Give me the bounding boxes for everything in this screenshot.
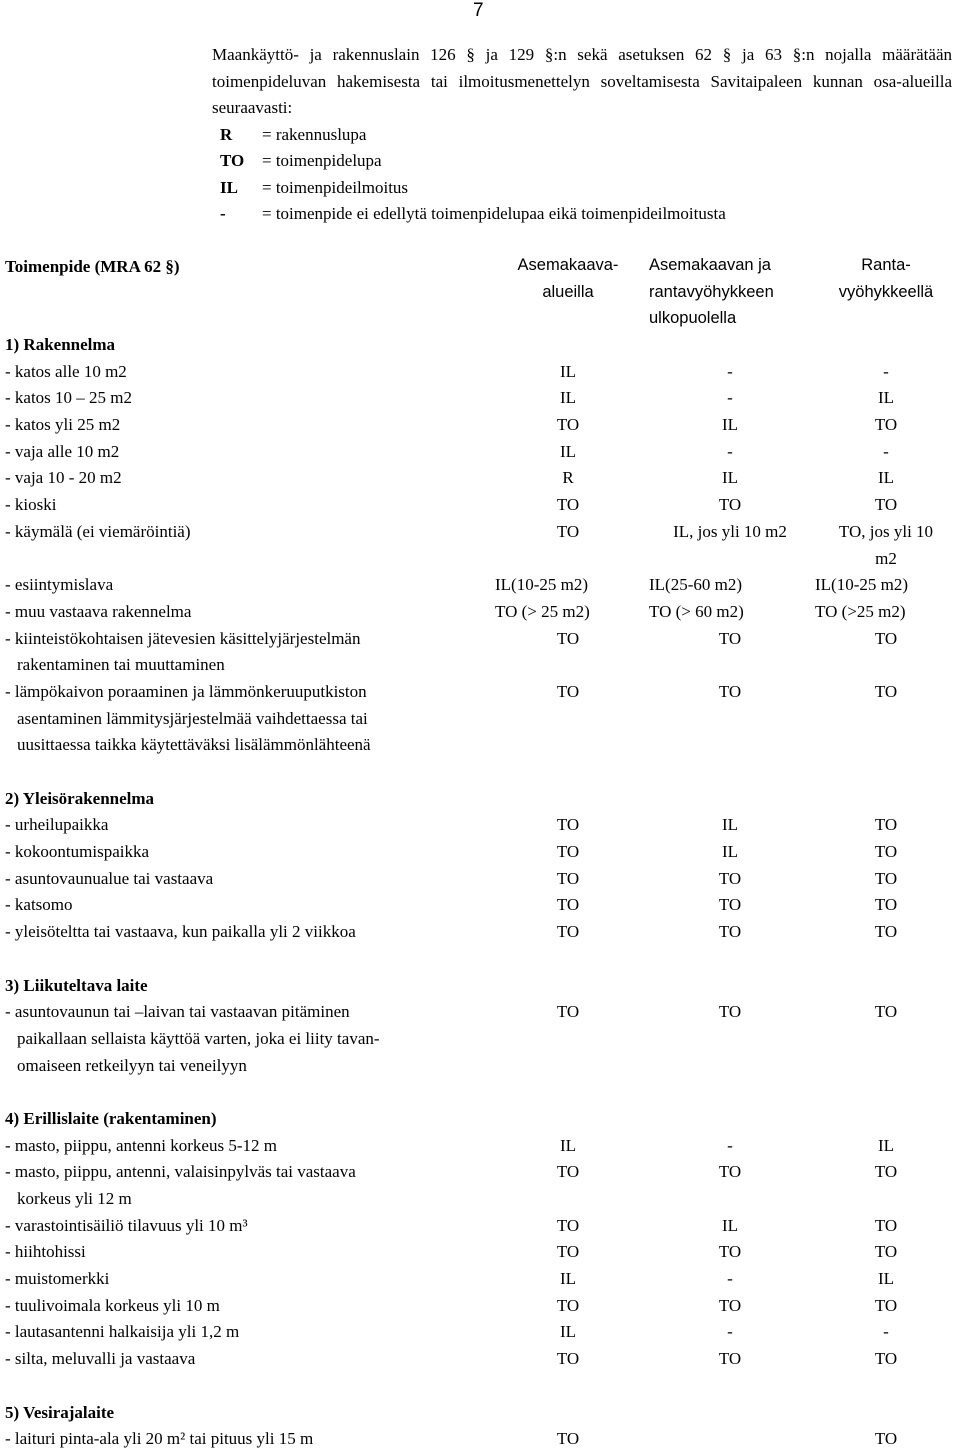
cell: TO [556, 495, 580, 515]
section-title [3, 332, 957, 359]
cell: IL [721, 842, 739, 862]
row-label: - lämpökaivon poraaminen ja lämmönkeruuputkiston [5, 681, 367, 701]
row-label: - kokoontumispaikka [5, 842, 150, 862]
table-header [3, 252, 957, 332]
section-title-text: 4) Erillislaite (rakentaminen) [5, 1108, 217, 1128]
cell: - [727, 1322, 733, 1342]
cell: IL [721, 415, 739, 435]
cell: TO [874, 1295, 898, 1315]
table-row-continuation [3, 652, 957, 679]
cell: TO [556, 1295, 580, 1315]
row-label: - varastointisäiliö tilavuus yli 10 m³ [5, 1215, 248, 1235]
cell: TO [556, 1162, 580, 1182]
table-row [3, 999, 957, 1026]
code-legend-row [212, 148, 952, 175]
row-label: - silta, meluvalli ja vastaava [5, 1349, 196, 1369]
section-title [3, 786, 957, 813]
row-label: - esiintymislava [5, 575, 114, 595]
table-row [3, 572, 957, 599]
row-label: paikallaan sellaista käyttöä varten, joka ei liity tavan- [17, 1028, 380, 1048]
cell: TO [556, 895, 580, 915]
table-row-continuation [3, 732, 957, 759]
table-row [3, 439, 957, 466]
cell: TO [556, 1242, 580, 1262]
code-meaning: = toimenpidelupa [262, 151, 382, 170]
table-row-continuation [3, 1186, 957, 1213]
spacer [3, 946, 957, 973]
row-label: korkeus yli 12 m [17, 1189, 132, 1208]
header-line: vyöhykkeellä [838, 282, 934, 301]
section-title-text: 1) Rakennelma [5, 335, 116, 354]
table-row [3, 412, 957, 439]
code: TO [220, 151, 245, 170]
spacer [3, 1373, 957, 1400]
header-line: Ranta- [861, 256, 911, 274]
section-title [3, 973, 957, 1000]
intro [212, 42, 952, 228]
cell: IL(10-25 m2) [495, 575, 589, 595]
header-col-shore [815, 252, 957, 305]
table-row [3, 1133, 957, 1160]
section-title [3, 1106, 957, 1133]
table-row [3, 1266, 957, 1293]
row-label: - katos 10 – 25 m2 [5, 388, 133, 408]
cell: TO [874, 868, 898, 888]
cell: IL [559, 361, 577, 381]
cell: TO [556, 681, 580, 701]
cell: IL, jos yli 10 m2 [673, 521, 787, 541]
row-label: - laituri pinta-ala yli 20 m² tai pituus yli 15 m [5, 1429, 314, 1449]
row-label: - asuntovaunun tai –laivan tai vastaavan pitäminen [5, 1002, 350, 1022]
cell: IL [721, 1215, 739, 1235]
code: - [220, 204, 226, 223]
code: R [220, 124, 233, 144]
cell: TO [718, 1295, 742, 1315]
cell: TO [718, 1002, 742, 1022]
table-row [3, 839, 957, 866]
code-legend-row [212, 122, 952, 149]
cell: IL [559, 388, 577, 408]
cell: IL [559, 441, 577, 461]
code-legend-row [212, 175, 952, 202]
section-title [3, 1400, 957, 1427]
cell: TO [718, 922, 742, 942]
table-row [3, 1319, 957, 1346]
spacer [3, 1079, 957, 1106]
row-label: - vaja alle 10 m2 [5, 441, 120, 461]
cell: - [883, 441, 889, 461]
permit-table [3, 252, 957, 1453]
cell: TO [718, 681, 742, 701]
code: IL [220, 177, 238, 197]
cell: TO [718, 895, 742, 915]
cell: - [727, 388, 733, 408]
cell: TO [874, 1215, 898, 1235]
row-label: - asuntovaunualue tai vastaava [5, 868, 214, 888]
cell: - [727, 1135, 733, 1155]
row-label: uusittaessa taikka käytettäväksi lisälämmönlähteenä [17, 735, 371, 755]
cell: TO (>25 m2) [815, 601, 906, 621]
page-number: 7 [473, 0, 484, 21]
table-row [3, 492, 957, 519]
table-row [3, 359, 957, 386]
cell: TO [718, 1162, 742, 1182]
cell: IL(10-25 m2) [815, 575, 909, 595]
cell: TO [556, 842, 580, 862]
cell: TO [556, 815, 580, 835]
header-line: rantavyöhykkeen [649, 282, 774, 301]
row-label: - muistomerkki [5, 1269, 110, 1289]
table-row [3, 519, 957, 546]
cell: TO [874, 1242, 898, 1262]
row-label: - muu vastaava rakennelma [5, 601, 192, 621]
cell: IL [721, 468, 739, 488]
cell: TO [718, 495, 742, 515]
cell: TO [874, 1002, 898, 1022]
cell: TO [874, 1349, 898, 1369]
row-label: - vaja 10 - 20 m2 [5, 468, 122, 488]
section-title-text: 5) Vesirajalaite [5, 1402, 115, 1422]
table-row [3, 465, 957, 492]
header-measure: Toimenpide (MRA 62 §) [5, 257, 180, 276]
table-row-continuation [3, 706, 957, 733]
row-label: - katsomo [5, 895, 73, 915]
cell: IL [877, 1269, 895, 1289]
header-line: Asemakaava- [517, 256, 619, 274]
cell: TO [874, 628, 898, 648]
cell: TO [556, 1215, 580, 1235]
section-title-text: 3) Liikuteltava laite [5, 975, 148, 995]
row-label: asentaminen lämmitysjärjestelmää vaihdettaessa tai [17, 708, 368, 728]
table-row [3, 892, 957, 919]
header-line: alueilla [542, 282, 594, 301]
cell: TO [874, 1162, 898, 1182]
row-label: - masto, piippu, antenni, valaisinpylväs tai vastaava [5, 1162, 356, 1182]
row-label: - hiihtohissi [5, 1242, 86, 1262]
cell: TO [874, 681, 898, 701]
table-row-continuation [3, 1053, 957, 1080]
header-line: ulkopuolella [649, 309, 737, 327]
row-label: - kioski [5, 495, 57, 515]
cell: TO [874, 842, 898, 862]
table-row [3, 679, 957, 706]
cell: TO [556, 628, 580, 648]
cell: TO [874, 922, 898, 942]
table-row [3, 1159, 957, 1186]
cell: TO [556, 1002, 580, 1022]
cell: TO [556, 1429, 580, 1449]
cell: - [727, 1269, 733, 1289]
table-row [3, 812, 957, 839]
cell: TO [556, 1349, 580, 1369]
cell: TO [718, 1242, 742, 1262]
table-row-continuation [3, 1026, 957, 1053]
row-label: - yleisöteltta tai vastaava, kun paikalla yli 2 viikkoa [5, 922, 356, 942]
cell: TO [874, 815, 898, 835]
cell: - [727, 361, 733, 381]
header-col-outside [649, 252, 809, 332]
cell: TO [556, 922, 580, 942]
cell: TO (> 25 m2) [495, 601, 590, 621]
table-row [3, 626, 957, 653]
cell: IL [559, 1322, 577, 1342]
cell: - [883, 361, 889, 381]
cell: TO [556, 415, 580, 435]
table-row [3, 1346, 957, 1373]
cell: IL [877, 468, 895, 488]
table-row [3, 599, 957, 626]
table-row [3, 1426, 957, 1453]
header-line: Asemakaavan ja [649, 256, 771, 274]
row-label: - masto, piippu, antenni korkeus 5-12 m [5, 1135, 277, 1155]
table-row [3, 1293, 957, 1320]
cell: TO [874, 895, 898, 915]
cell: - [883, 1322, 889, 1342]
cell: TO [874, 495, 898, 515]
code-meaning: = toimenpide ei edellytä toimenpidelupaa eikä toimenpideilmoitusta [262, 204, 726, 223]
code-meaning: = rakennuslupa [262, 124, 367, 144]
row-label: rakentaminen tai muuttaminen [17, 655, 225, 675]
row-label: - tuulivoimala korkeus yli 10 m [5, 1295, 220, 1315]
row-label: - käymälä (ei viemäröintiä) [5, 521, 191, 541]
cell: TO [874, 1429, 898, 1449]
table-row [3, 1239, 957, 1266]
cell: IL(25-60 m2) [649, 575, 743, 595]
cell: R [562, 468, 574, 488]
header-col-detail-plan [495, 252, 641, 305]
code-meaning: = toimenpideilmoitus [262, 177, 409, 197]
cell: IL [559, 1135, 577, 1155]
table-row [3, 919, 957, 946]
cell: TO [718, 868, 742, 888]
cell: m2 [875, 548, 897, 568]
cell: IL [877, 1135, 895, 1155]
cell: TO [718, 628, 742, 648]
code-legend-row [212, 201, 952, 228]
row-label: - kiinteistökohtaisen jätevesien käsittelyjärjestelmän [5, 628, 361, 648]
cell: TO [718, 1349, 742, 1369]
cell: TO (> 60 m2) [649, 601, 744, 621]
intro-paragraph: Maankäyttö- ja rakennuslain 126 § ja 129 §:n sekä asetuksen 62 § ja 63 §:n nojalla määrätään toimenpideluvan hakemisesta tai ilmoitusmenettelyn soveltamisesta Savitaipaleen kunnan osa-alueilla seuraavasti: [212, 45, 952, 117]
cell: IL [721, 815, 739, 835]
cell: - [727, 441, 733, 461]
table-row-continuation [3, 546, 957, 573]
cell: TO, jos yli 10 [838, 521, 934, 541]
spacer [3, 759, 957, 786]
cell: TO [874, 415, 898, 435]
row-label: - katos yli 25 m2 [5, 415, 121, 435]
row-label: - katos alle 10 m2 [5, 361, 127, 381]
table-row [3, 1213, 957, 1240]
section-title-text: 2) Yleisörakennelma [5, 788, 155, 808]
row-label: - urheilupaikka [5, 815, 109, 835]
table-row [3, 385, 957, 412]
cell: TO [556, 521, 580, 541]
table-row [3, 866, 957, 893]
row-label: - lautasantenni halkaisija yli 1,2 m [5, 1322, 240, 1342]
cell: IL [559, 1269, 577, 1289]
row-label: omaiseen retkeilyyn tai veneilyyn [17, 1055, 247, 1075]
cell: IL [877, 388, 895, 408]
cell: TO [556, 868, 580, 888]
